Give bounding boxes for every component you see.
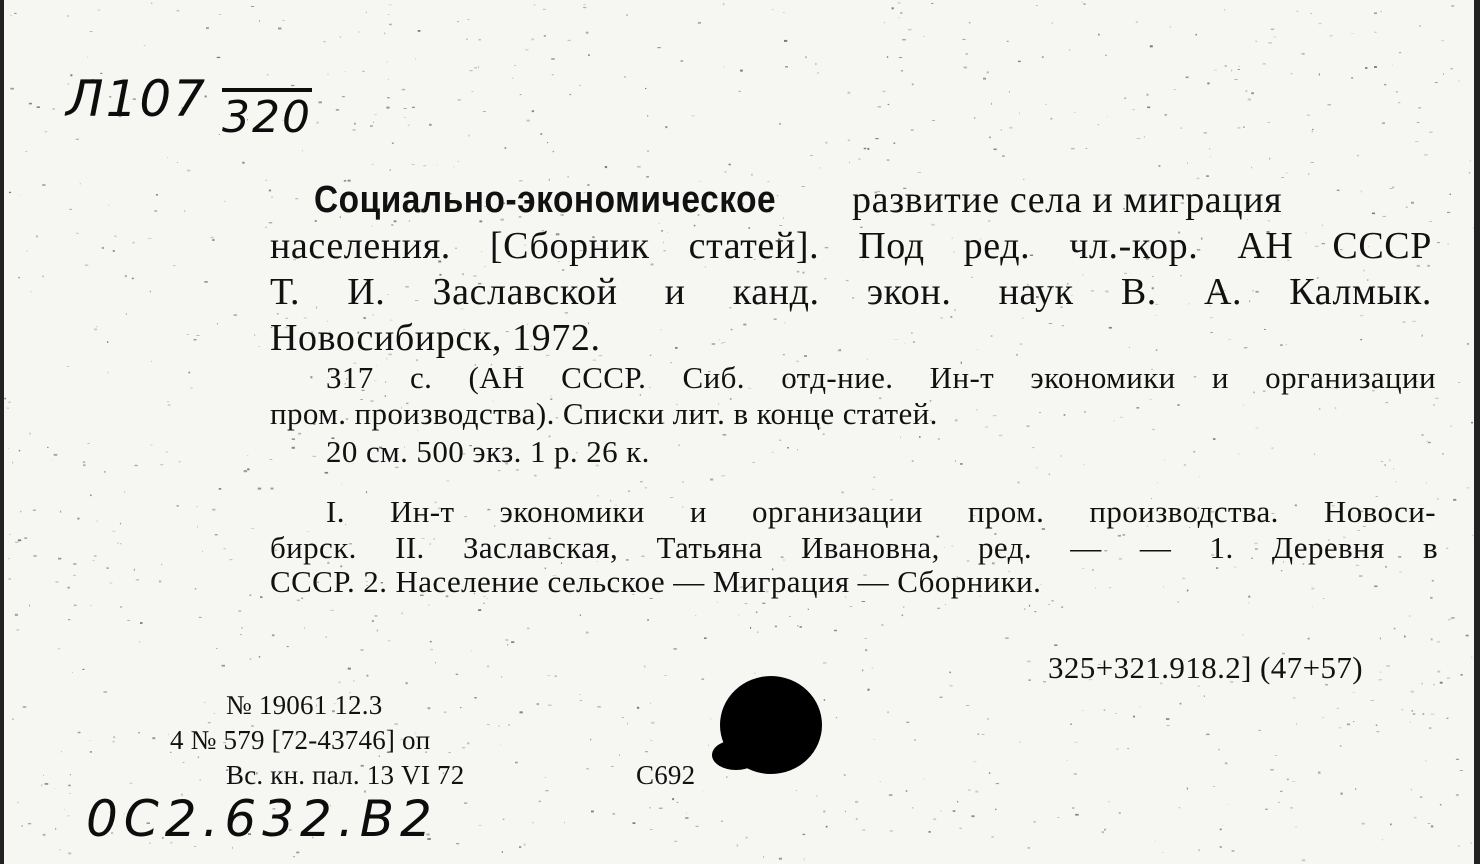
shelf-mark: 0С2.632.В2 [86, 790, 438, 848]
collation-line-1: 317 с. (АН СССР. Сиб. отд-ние. Ин-т экономики и организации [326, 360, 1436, 395]
imprint-line-3: Вс. кн. пал. 13 VI 72 [226, 760, 465, 790]
title-line-4: Новосибирск, 1972. [270, 317, 601, 359]
classification-index: 325+321.918.2] (47+57) [1048, 650, 1363, 685]
title-line-1-rest: развитие села и миграция [852, 179, 1283, 221]
imprint-line-1: № 19061 12.3 [226, 690, 383, 720]
call-number-main: Л107 [66, 70, 208, 128]
title-line-3: Т. И. Заславской и канд. экон. наук В. А. Калмык. [270, 271, 1432, 313]
tracing-line-2: бирск. II. Заславская, Татьяна Ивановна, ред. — — 1. Деревня в [270, 530, 1438, 565]
collation-line-3: 20 см. 500 экз. 1 р. 26 к. [326, 434, 650, 469]
ink-blot-tail [712, 740, 760, 770]
tracing-line-3: СССР. 2. Население сельское — Миграция — Сборники. [270, 564, 1042, 599]
collation-line-2: пром. производства). Списки лит. в конце статей. [270, 396, 938, 431]
title-line-2: населения. [Сборник статей]. Под ред. чл.-кор. АН СССР [270, 225, 1432, 267]
imprint-code: С692 [636, 760, 696, 790]
title-bold: Социально-экономическое [314, 179, 777, 221]
imprint-line-2: 4 № 579 [72-43746] оп [170, 725, 431, 755]
tracing-line-1: I. Ин-т экономики и организации пром. производства. Новоси- [326, 494, 1436, 529]
title-line-1 [314, 178, 839, 222]
call-number-sub: 320 [222, 92, 312, 143]
